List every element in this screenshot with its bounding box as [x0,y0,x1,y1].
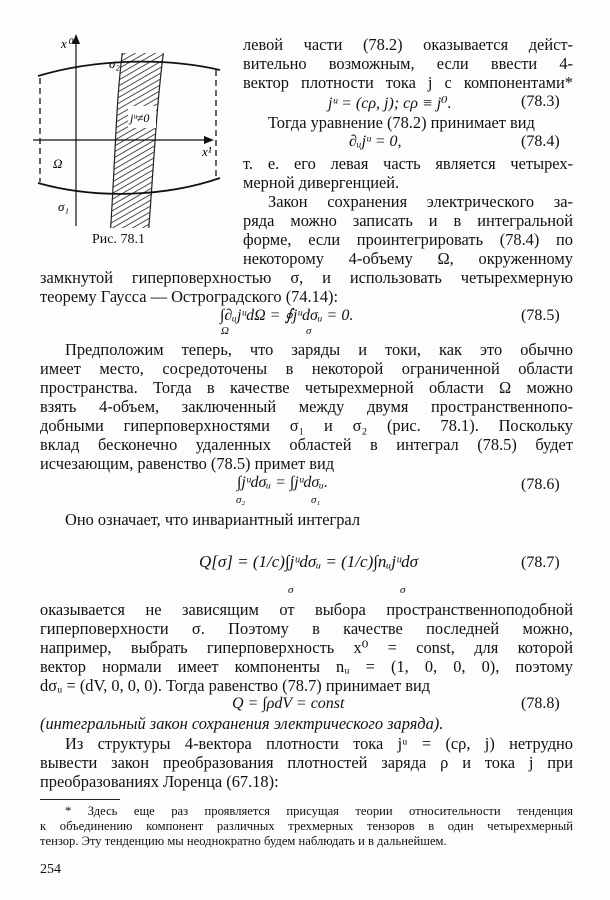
equation-number: (78.8) [521,695,560,712]
text-line: вектор нормали имеет компоненты nᵤ = (1, 0, 0, 0), поэтому [40,657,573,676]
text-line: вительно возможным, если ввести 4- [243,54,573,73]
text-line: теорему Гаусса — Остроградского (74.14): [40,287,339,306]
figure-78-1 [28,28,228,228]
text-line: пространства. Тогда в качестве четырехмерной области Ω можно [40,378,573,397]
text-line: Тогда уравнение (78.2) принимает вид [268,113,535,132]
text-line: мерной дивергенцией. [243,173,400,192]
text-line: добными гиперповерхностями σ₁ и σ₂ (рис. 78.1). Поскольку [40,416,573,435]
text-line: вклад бесконечно удаленных областей в интеграл (78.5) будет [40,435,573,454]
equation-78-7: Q[σ] = (1/c)∫jᵘdσᵤ = (1/c)∫nᵤjᵘdσ [199,552,418,571]
integral-domain: σ₂ [236,494,246,506]
footnote-rule [40,799,120,800]
footnote-line: тензор. Эту тенденцию мы неоднократно будем наблюдать и в дальнейшем. [40,834,447,848]
text-line: Оно означает, что инвариантный интеграл [65,510,361,529]
integral-domain: σ₁ [311,494,321,506]
equation-number: (78.6) [521,476,560,493]
integral-domain: Ω [221,325,229,337]
text-line: ряда можно записать и в интегральной [243,211,573,230]
equation-78-4: ∂ᵤjᵘ = 0, [349,133,402,150]
text-line: взять 4-объем, заключенный между двумя пространственнопо- [40,397,573,416]
equation-78-6: ∫jᵘdσᵤ = ∫jᵘdσᵤ. [237,474,328,491]
footnote-line: * Здесь еще раз проявляется присущая теории относительности тенденция [65,804,573,818]
equation-78-8: Q = ∫ρdV = const [232,695,345,712]
label-sigma1: σ₁ [58,199,69,214]
equation-78-3: jᵘ = (cρ, j); cρ ≡ j⁰. [328,95,452,112]
text-line: вектор плотности тока j с компонентами* [243,73,573,92]
integral-domain: σ [306,325,312,337]
label-x1: x¹ [202,144,212,159]
text-line: гиперповерхности σ. Поэтому в качестве последней можно, [40,619,573,638]
text-line: Из структуры 4-вектора плотности тока jᵘ = (cρ, j) нетрудно [65,734,573,753]
text-line: некоторому 4-объему Ω, окруженному [243,249,573,268]
integral-domain: σ [400,584,406,596]
text-line: имеет место, сосредоточены в некоторой ограниченной области [40,359,573,378]
equation-number: (78.7) [521,554,560,571]
italic-statement: (интегральный закон сохранения электрического заряда). [40,714,444,733]
footnote-line: к объединению компонент различных трехмерных тензоров в один четырехмерный [40,819,573,833]
label-x0: x⁰ [61,36,72,51]
text-line: оказывается не зависящим от выбора пространственноподобной [40,600,573,619]
text-line: Предположим теперь, что заряды и токи, как это обычно [65,340,573,359]
page-number: 254 [40,862,61,877]
text-line: замкнутой гиперповерхностью σ, и использовать четырехмерную [40,268,573,287]
text-line: dσᵤ = (dV, 0, 0, 0). Тогда равенство (78.7) принимает вид [40,676,431,695]
current-region-hatched [110,48,164,228]
equation-78-5: ∫∂ᵤjᵘdΩ = ∮jᵘdσᵤ = 0. [220,307,354,324]
text-line: преобразованиях Лоренца (67.18): [40,772,279,791]
text-line: левой части (78.2) оказывается дейст- [243,35,573,54]
integral-domain: σ [288,584,294,596]
figure-caption: Рис. 78.1 [92,232,145,247]
text-line: вывести закон преобразования плотностей заряда ρ и тока j при [40,753,573,772]
text-line: т. е. его левая часть является четырех- [243,154,573,173]
equation-number: (78.4) [521,133,560,150]
label-omega: Ω [53,156,63,171]
text-line: Закон сохранения электрического за- [268,192,573,211]
label-j-nonzero: jᵘ≠0 [130,111,150,125]
equation-number: (78.5) [521,307,560,324]
equation-number: (78.3) [521,93,560,110]
label-sigma2: σ₂ [109,56,120,71]
text-line: исчезающим, равенство (78.5) примет вид [40,454,335,473]
text-line: форме, если проинтегрировать (78.4) по [243,230,573,249]
text-line: например, выбрать гиперповерхность x⁰ = const, для которой [40,638,573,657]
